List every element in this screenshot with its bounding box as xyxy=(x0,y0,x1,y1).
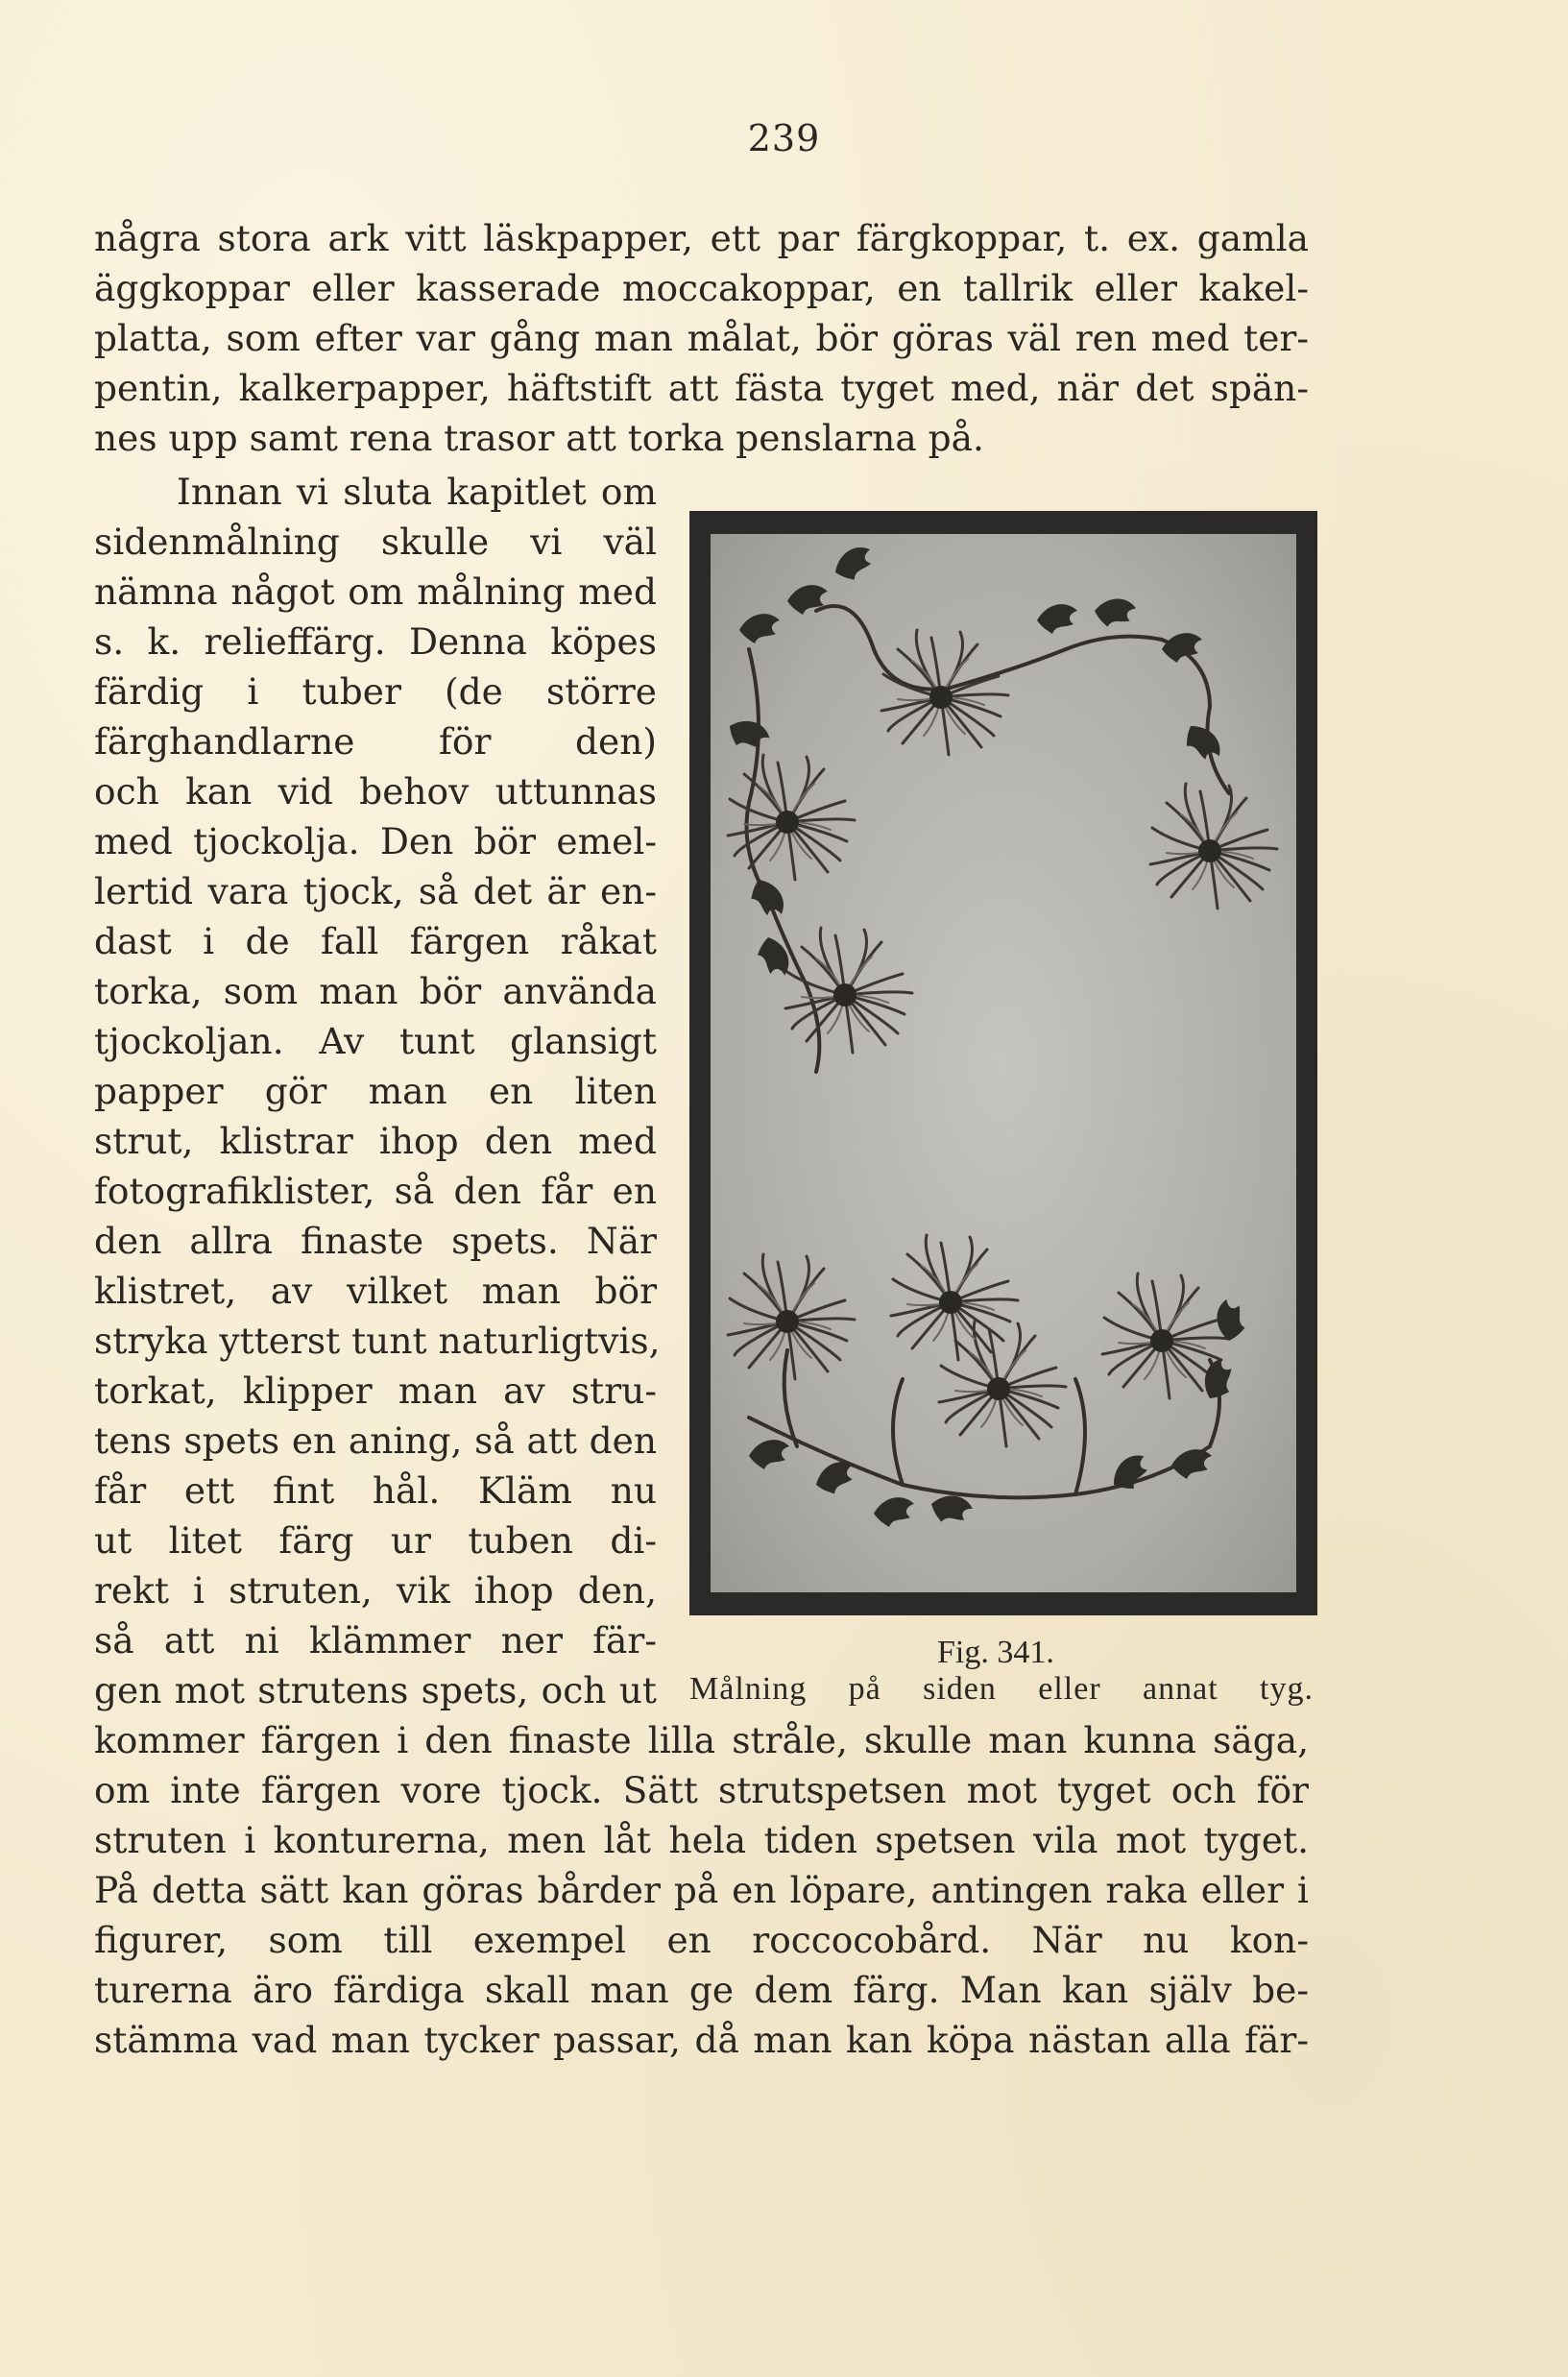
text-line: torka, som man bör använda xyxy=(94,970,657,1012)
text-line: fotografiklister, så den får en xyxy=(94,1170,657,1212)
page-number: 239 xyxy=(747,117,821,159)
text-line: s. k. relieffärg. Denna köpes xyxy=(94,620,657,663)
text-line: torkat, klipper man av stru- xyxy=(94,1370,657,1412)
figure-caption: Målning på siden eller annat tyg. xyxy=(689,1671,1314,1707)
text-line: stämma vad man tycker passar, då man kan köpa nästan alla fär- xyxy=(94,2019,1309,2061)
text-line: ut litet färg ur tuben di- xyxy=(94,1519,657,1562)
text-line: turerna äro färdiga skall man ge dem färg. Man kan själv be- xyxy=(94,1969,1309,2011)
text-line: tens spets en aning, så att den xyxy=(94,1419,657,1462)
text-line: äggkoppar eller kasserade moccakoppar, en tallrik eller kakel- xyxy=(94,267,1309,309)
text-line: strut, klistrar ihop den med xyxy=(94,1120,657,1162)
text-line: figurer, som till exempel en roccocobård. När nu kon- xyxy=(94,1919,1309,1961)
text-line: dast i de fall färgen råkat xyxy=(94,920,657,962)
text-line: får ett fint hål. Kläm nu xyxy=(94,1469,657,1512)
text-line: På detta sätt kan göras bårder på en löpare, antingen raka eller i xyxy=(94,1869,1309,1911)
text-line: tjockoljan. Av tunt glansigt xyxy=(94,1020,657,1062)
text-line: om inte färgen vore tjock. Sätt strutspetsen mot tyget och för xyxy=(94,1769,1309,1811)
text-line: färghandlarne för den) xyxy=(94,720,657,763)
text-line: och kan vid behov uttunnas xyxy=(94,770,657,813)
text-line: kommer färgen i den finaste lilla stråle, skulle man kunna säga, xyxy=(94,1719,1309,1761)
text-line: lertid vara tjock, så det är en- xyxy=(94,870,657,912)
text-line: färdig i tuber (de större xyxy=(94,670,657,713)
text-line: sidenmålning skulle vi väl xyxy=(94,521,657,563)
figure-painted-silk xyxy=(689,511,1317,1615)
figure-number: Fig. 341. xyxy=(937,1635,1054,1670)
text-line: gen mot strutens spets, och ut xyxy=(94,1669,657,1711)
text-line: Innan vi sluta kapitlet om xyxy=(177,471,657,513)
chrysanthemum-illustration xyxy=(711,534,1296,1592)
text-line: nämna något om målning med xyxy=(94,570,657,613)
text-line: nes upp samt rena trasor att torka penslarna på. xyxy=(94,417,984,459)
text-line: några stora ark vitt läskpapper, ett par färgkoppar, t. ex. gamla xyxy=(94,217,1309,259)
text-line: rekt i struten, vik ihop den, xyxy=(94,1569,657,1612)
silk-panel xyxy=(711,534,1296,1592)
text-line: stryka ytterst tunt naturligtvis, xyxy=(94,1320,661,1362)
text-line: pentin, kalkerpapper, häftstift att fästa tyget med, när det spän- xyxy=(94,367,1309,409)
text-line: med tjockolja. Den bör emel- xyxy=(94,820,657,862)
text-line: papper gör man en liten xyxy=(94,1070,657,1112)
text-line: klistret, av vilket man bör xyxy=(94,1270,657,1312)
text-line: platta, som efter var gång man målat, bör göras väl ren med ter- xyxy=(94,317,1309,359)
text-line: så att ni klämmer ner fär- xyxy=(94,1619,657,1661)
text-line: struten i konturerna, men låt hela tiden spetsen vila mot tyget. xyxy=(94,1819,1309,1861)
text-line: den allra finaste spets. När xyxy=(94,1220,657,1262)
